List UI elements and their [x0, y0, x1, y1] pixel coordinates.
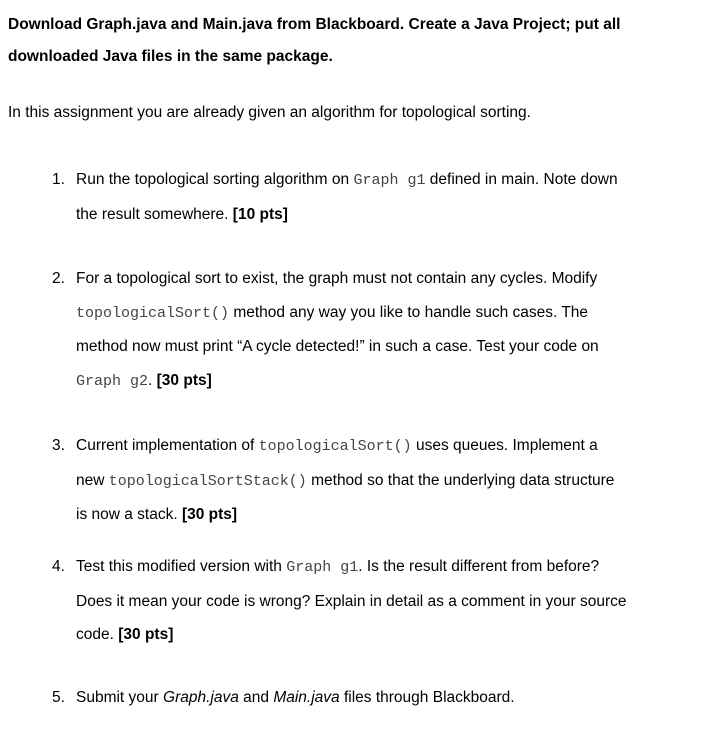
task-number: 1. [52, 171, 65, 188]
intro-paragraph: In this assignment you are already given an algorithm for topological sorting. [8, 104, 531, 121]
task-number: 4. [52, 558, 65, 575]
task-number: 2. [52, 270, 65, 287]
code-ref: Graph g1 [353, 172, 426, 189]
task-item-2 [52, 262, 692, 398]
task-line: code. [30 pts] [76, 626, 174, 643]
code-ref: Graph g1 [286, 559, 359, 576]
task-line: For a topological sort to exist, the graph must not contain any cycles. Modify [76, 270, 598, 287]
task-line: method now must print “A cycle detected!” in such a case. Test your code on [76, 338, 599, 355]
task-item-4 [52, 550, 692, 652]
heading-line-1: Download Graph.java and Main.java from Blackboard. Create a Java Project; put all [8, 16, 621, 33]
task-line: topologicalSort() method any way you like to handle such cases. The [76, 303, 589, 322]
task-item-5 [52, 681, 692, 715]
task-item-1 [52, 163, 692, 231]
file-name: Main.java [273, 689, 340, 706]
points-label: [30 pts] [156, 371, 212, 389]
task-line: Current implementation of topologicalSort() uses queues. Implement a [76, 437, 598, 455]
task-line: Submit your Graph.java and Main.java files through Blackboard. [76, 689, 515, 706]
code-ref: topologicalSort() [258, 438, 412, 455]
task-line: Does it mean your code is wrong? Explain in detail as a comment in your source [76, 592, 627, 610]
points-label: [10 pts] [232, 205, 288, 223]
code-ref: topologicalSort() [76, 304, 230, 322]
task-item-3 [52, 429, 692, 532]
task-line: Run the topological sorting algorithm on Graph g1 defined in main. Note down [76, 171, 618, 189]
task-line: is now a stack. [30 pts] [76, 506, 238, 523]
task-line: Test this modified version with Graph g1. Is the result different from before? [76, 558, 600, 576]
points-label: [30 pts] [118, 626, 174, 643]
code-ref: Graph g2 [76, 372, 149, 390]
task-line: new topologicalSortStack() method so that the underlying data structure [76, 471, 615, 490]
task-line: the result somewhere. [10 pts] [76, 205, 288, 223]
task-line: Graph g2. [30 pts] [76, 371, 212, 390]
code-ref: topologicalSortStack() [108, 472, 307, 490]
assignment-heading [8, 9, 688, 73]
points-label: [30 pts] [181, 506, 238, 523]
task-number: 3. [52, 437, 65, 454]
file-name: Graph.java [163, 689, 239, 706]
heading-line-2: downloaded Java files in the same package. [8, 48, 333, 65]
task-number: 5. [52, 689, 65, 706]
